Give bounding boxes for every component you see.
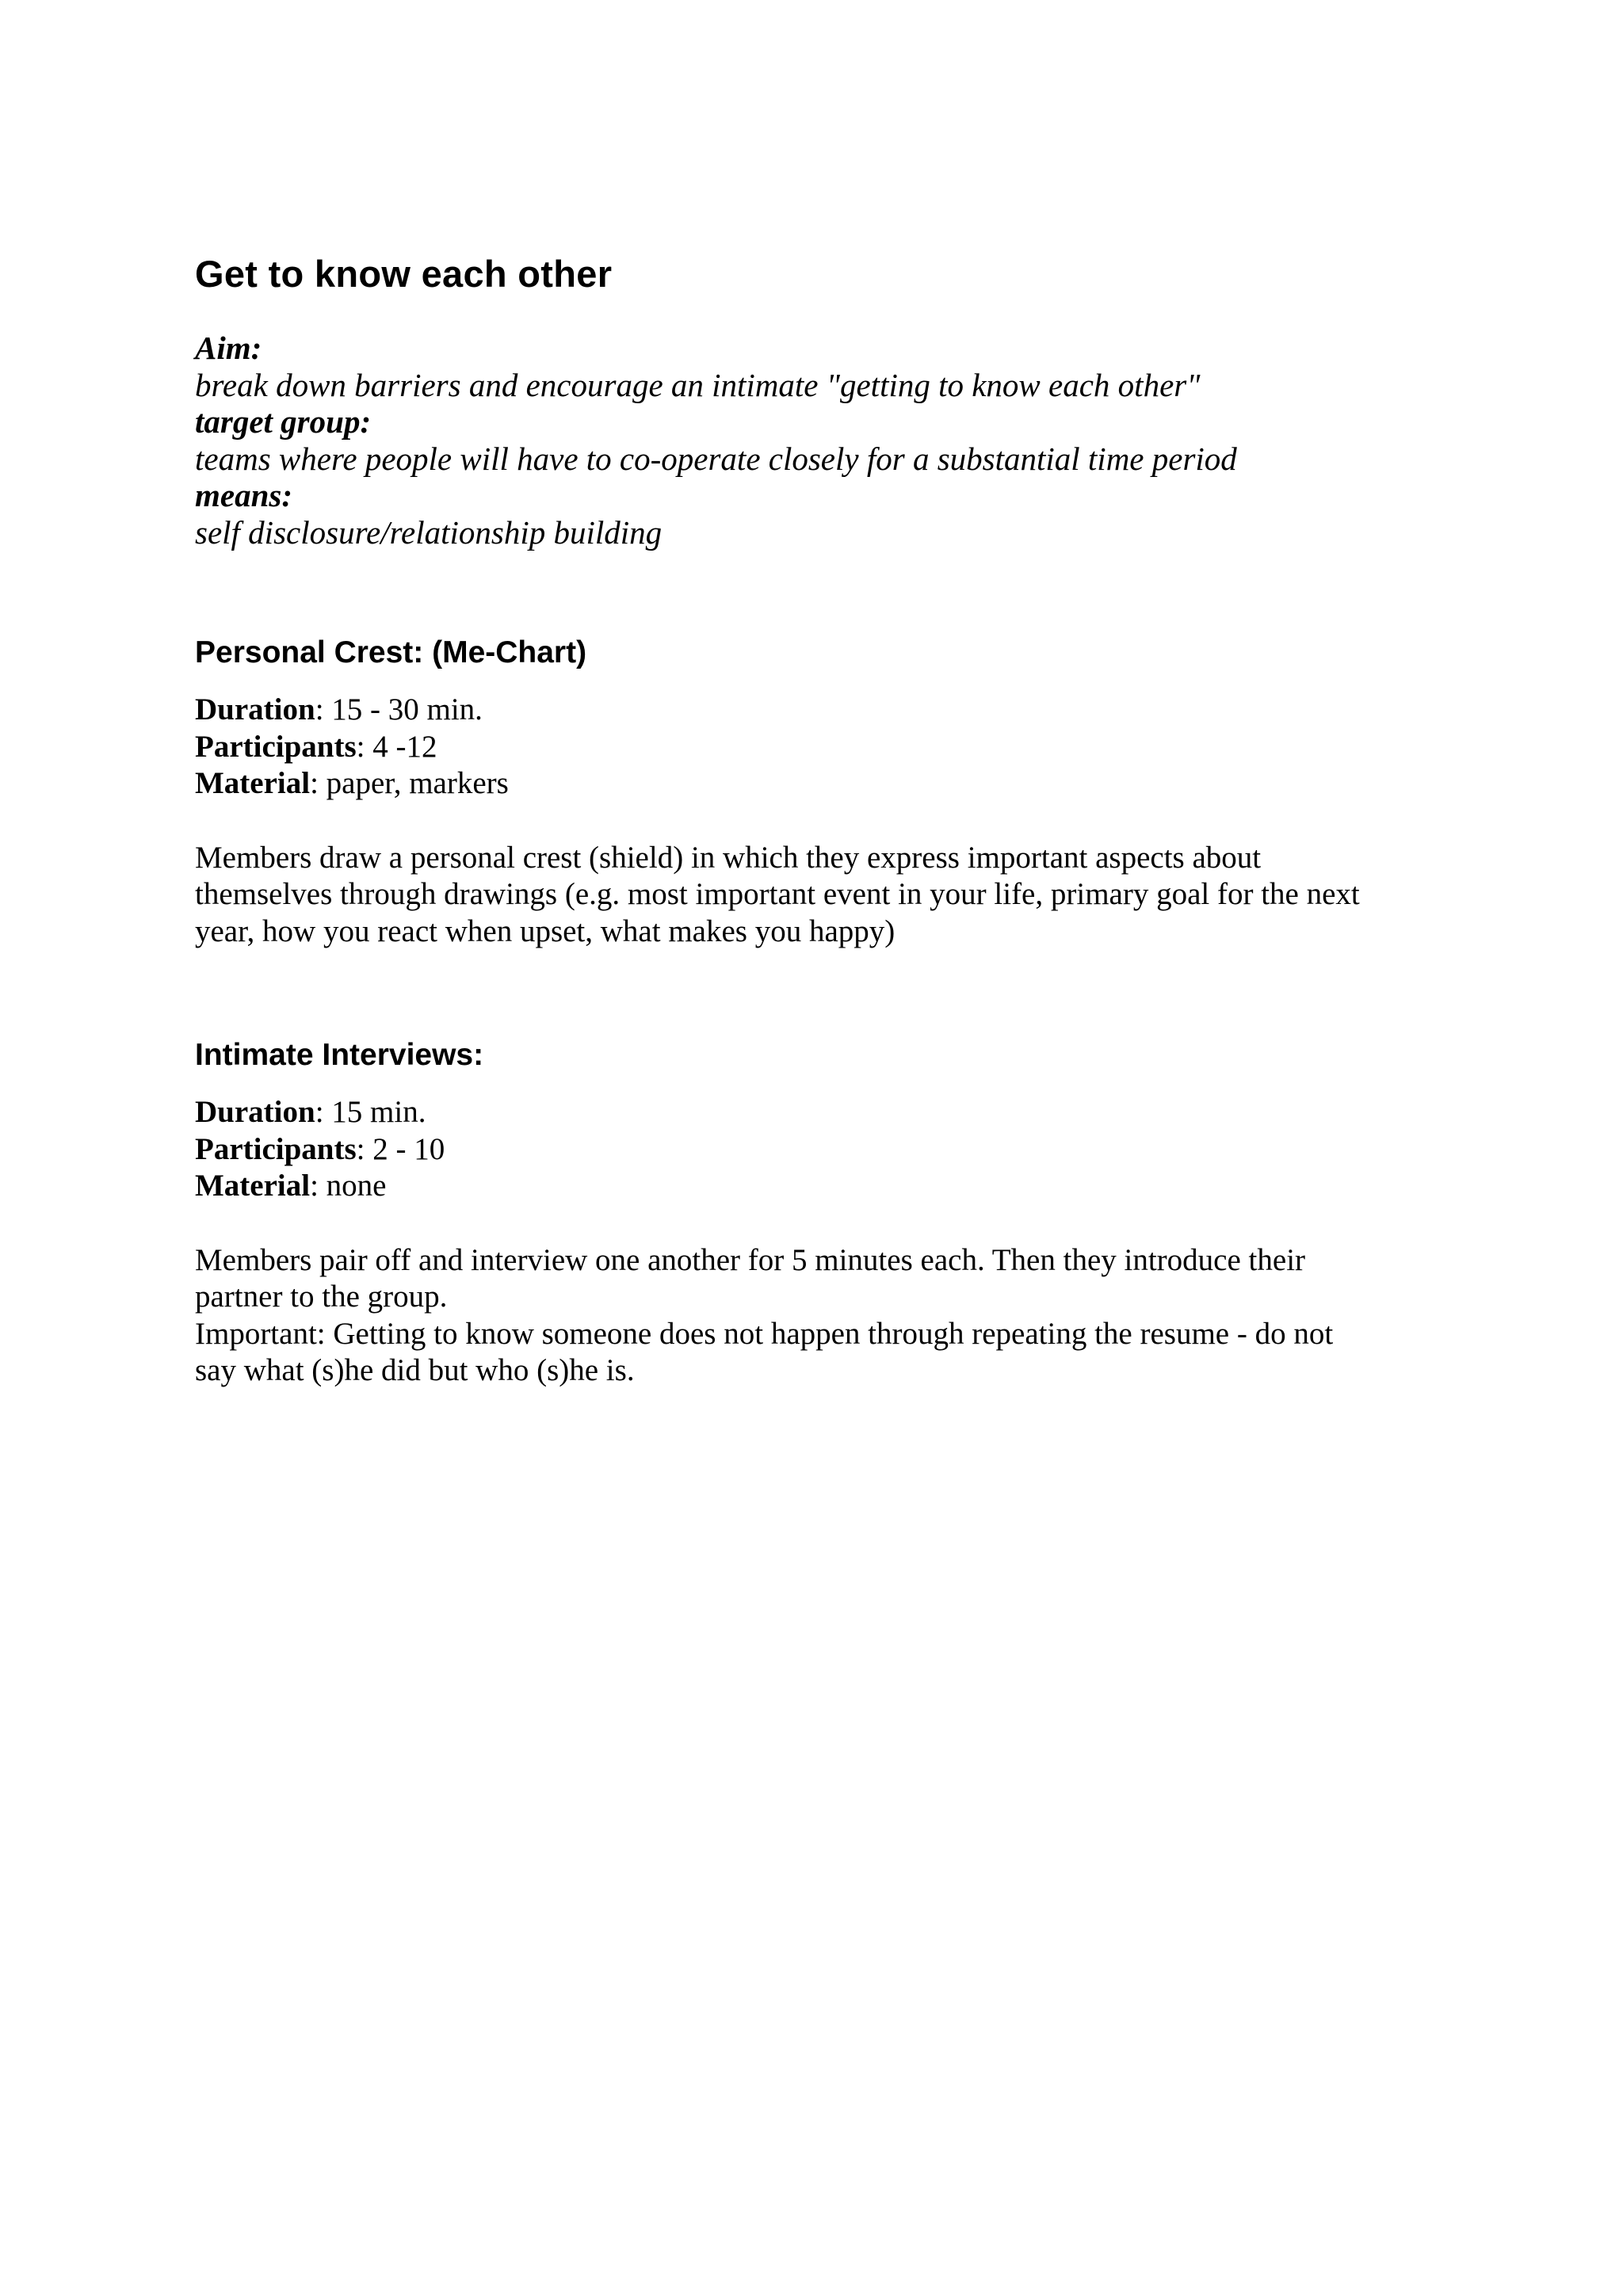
- section-description-intimate-interviews: [195, 1242, 1447, 1390]
- description-line: themselves through drawings (e.g. most important event in your life, primary goal for the next: [195, 877, 1360, 911]
- material-label: Material: [195, 766, 311, 800]
- description-line: partner to the group.: [195, 1280, 448, 1314]
- duration-value: : 15 - 30 min.: [315, 692, 483, 727]
- description-line: year, how you react when upset, what makes you happy): [195, 913, 896, 948]
- means-text: self disclosure/relationship building: [195, 513, 663, 551]
- aim-label: Aim:: [195, 330, 262, 366]
- section-description-personal-crest: [195, 840, 1447, 951]
- material-label: Material: [195, 1169, 311, 1203]
- section-specs-intimate-interviews: [195, 1094, 1447, 1205]
- target-group-label: target group:: [195, 403, 372, 440]
- duration-label: Duration: [195, 1095, 315, 1129]
- description-line: Important: Getting to know someone does not happen through repeating the resume - do not: [195, 1316, 1334, 1351]
- material-value: : paper, markers: [310, 766, 509, 800]
- participants-row: [195, 729, 1447, 766]
- duration-row: [195, 1094, 1447, 1131]
- aim-text: break down barriers and encourage an intimate "getting to know each other": [195, 366, 1201, 403]
- material-value: : none: [310, 1169, 387, 1203]
- material-row: [195, 765, 1447, 803]
- section-heading-personal-crest: Personal Crest: (Me-Chart): [195, 635, 587, 669]
- target-group-text: teams where people will have to co-operate closely for a substantial time period: [195, 440, 1237, 477]
- participants-label: Participants: [195, 729, 357, 764]
- document-content: [195, 250, 1447, 1390]
- duration-value: : 15 min.: [315, 1095, 426, 1129]
- duration-row: [195, 692, 1447, 729]
- participants-value: : 2 - 10: [356, 1131, 445, 1166]
- description-line: say what (s)he did but who (s)he is.: [195, 1353, 635, 1387]
- description-line: Members pair off and interview one another for 5 minutes each. Then they introduce their: [195, 1242, 1306, 1277]
- duration-label: Duration: [195, 692, 315, 727]
- participants-row: [195, 1131, 1447, 1169]
- material-row: [195, 1168, 1447, 1205]
- participants-label: Participants: [195, 1131, 357, 1166]
- description-line: Members draw a personal crest (shield) in which they express important aspects about: [195, 840, 1262, 875]
- activity-meta: [195, 330, 1447, 551]
- document-title: Get to know each other: [195, 253, 613, 295]
- section-specs-personal-crest: [195, 692, 1447, 803]
- means-label: means:: [195, 477, 292, 513]
- section-heading-intimate-interviews: Intimate Interviews:: [195, 1038, 484, 1072]
- participants-value: : 4 -12: [356, 729, 437, 764]
